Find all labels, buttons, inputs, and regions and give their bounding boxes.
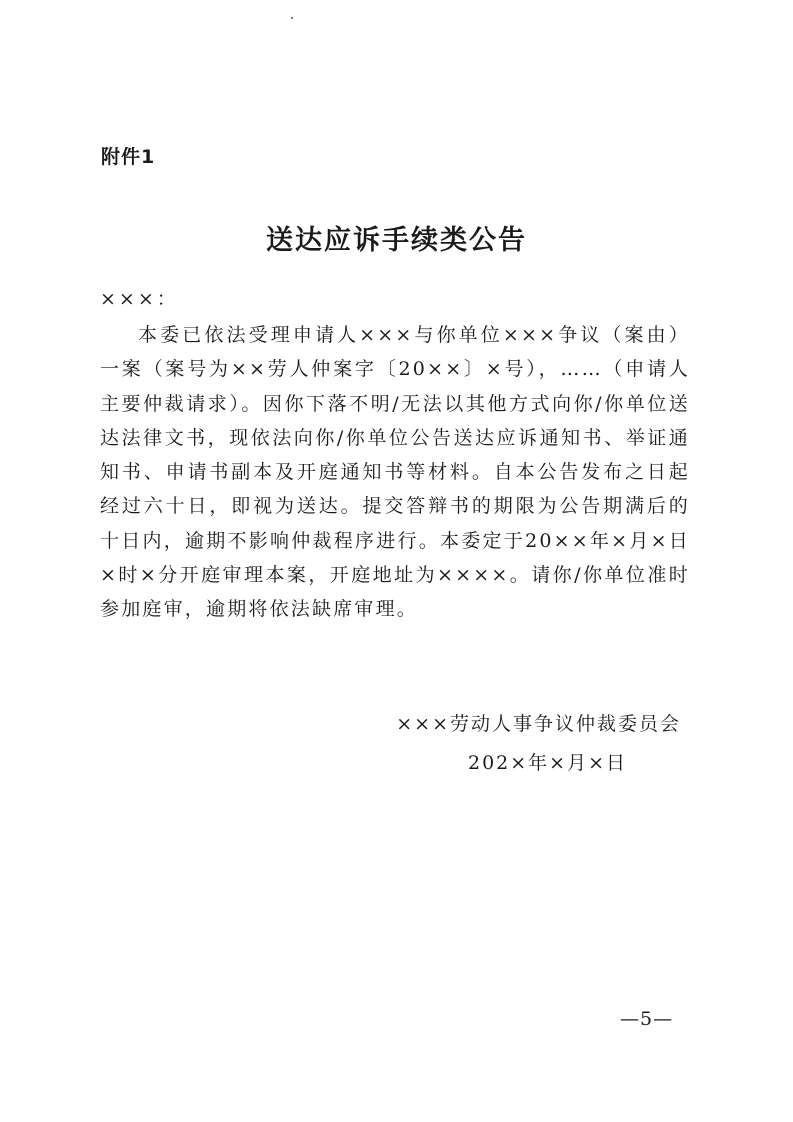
page-number: —5— xyxy=(620,1008,674,1030)
salutation: ×××： xyxy=(100,288,179,310)
scan-speck xyxy=(291,17,293,19)
signing-organization: ×××劳动人事争议仲裁委员会 xyxy=(396,713,681,735)
attachment-label: 附件1 xyxy=(101,146,156,168)
body-paragraph: 本委已依法受理申请人×××与你单位×××争议（案由）一案（案号为××劳人仲案字〔20××〕×号），……（申请人主要仲裁请求）。因你下落不明/无法以其他方式向你/你单位送达法律文书，现依法向你/你单位公告送达应诉通知书、举证通知书、申请书副本及开庭通知书等材料。自本公告发布之日起经过六十日，即视为送达。提交答辩书的期限为公告期满后的十日内，逾期不影响仲裁程序进行。本委定于20××年×月×日×时×分开庭审理本案，开庭地址为××××。请你/你单位准时参加庭审，逾期将依法缺席审理。 xyxy=(100,324,690,621)
page-title: 送达应诉手续类公告 xyxy=(266,225,527,256)
signing-date: 202×年×月×日 xyxy=(468,752,628,774)
